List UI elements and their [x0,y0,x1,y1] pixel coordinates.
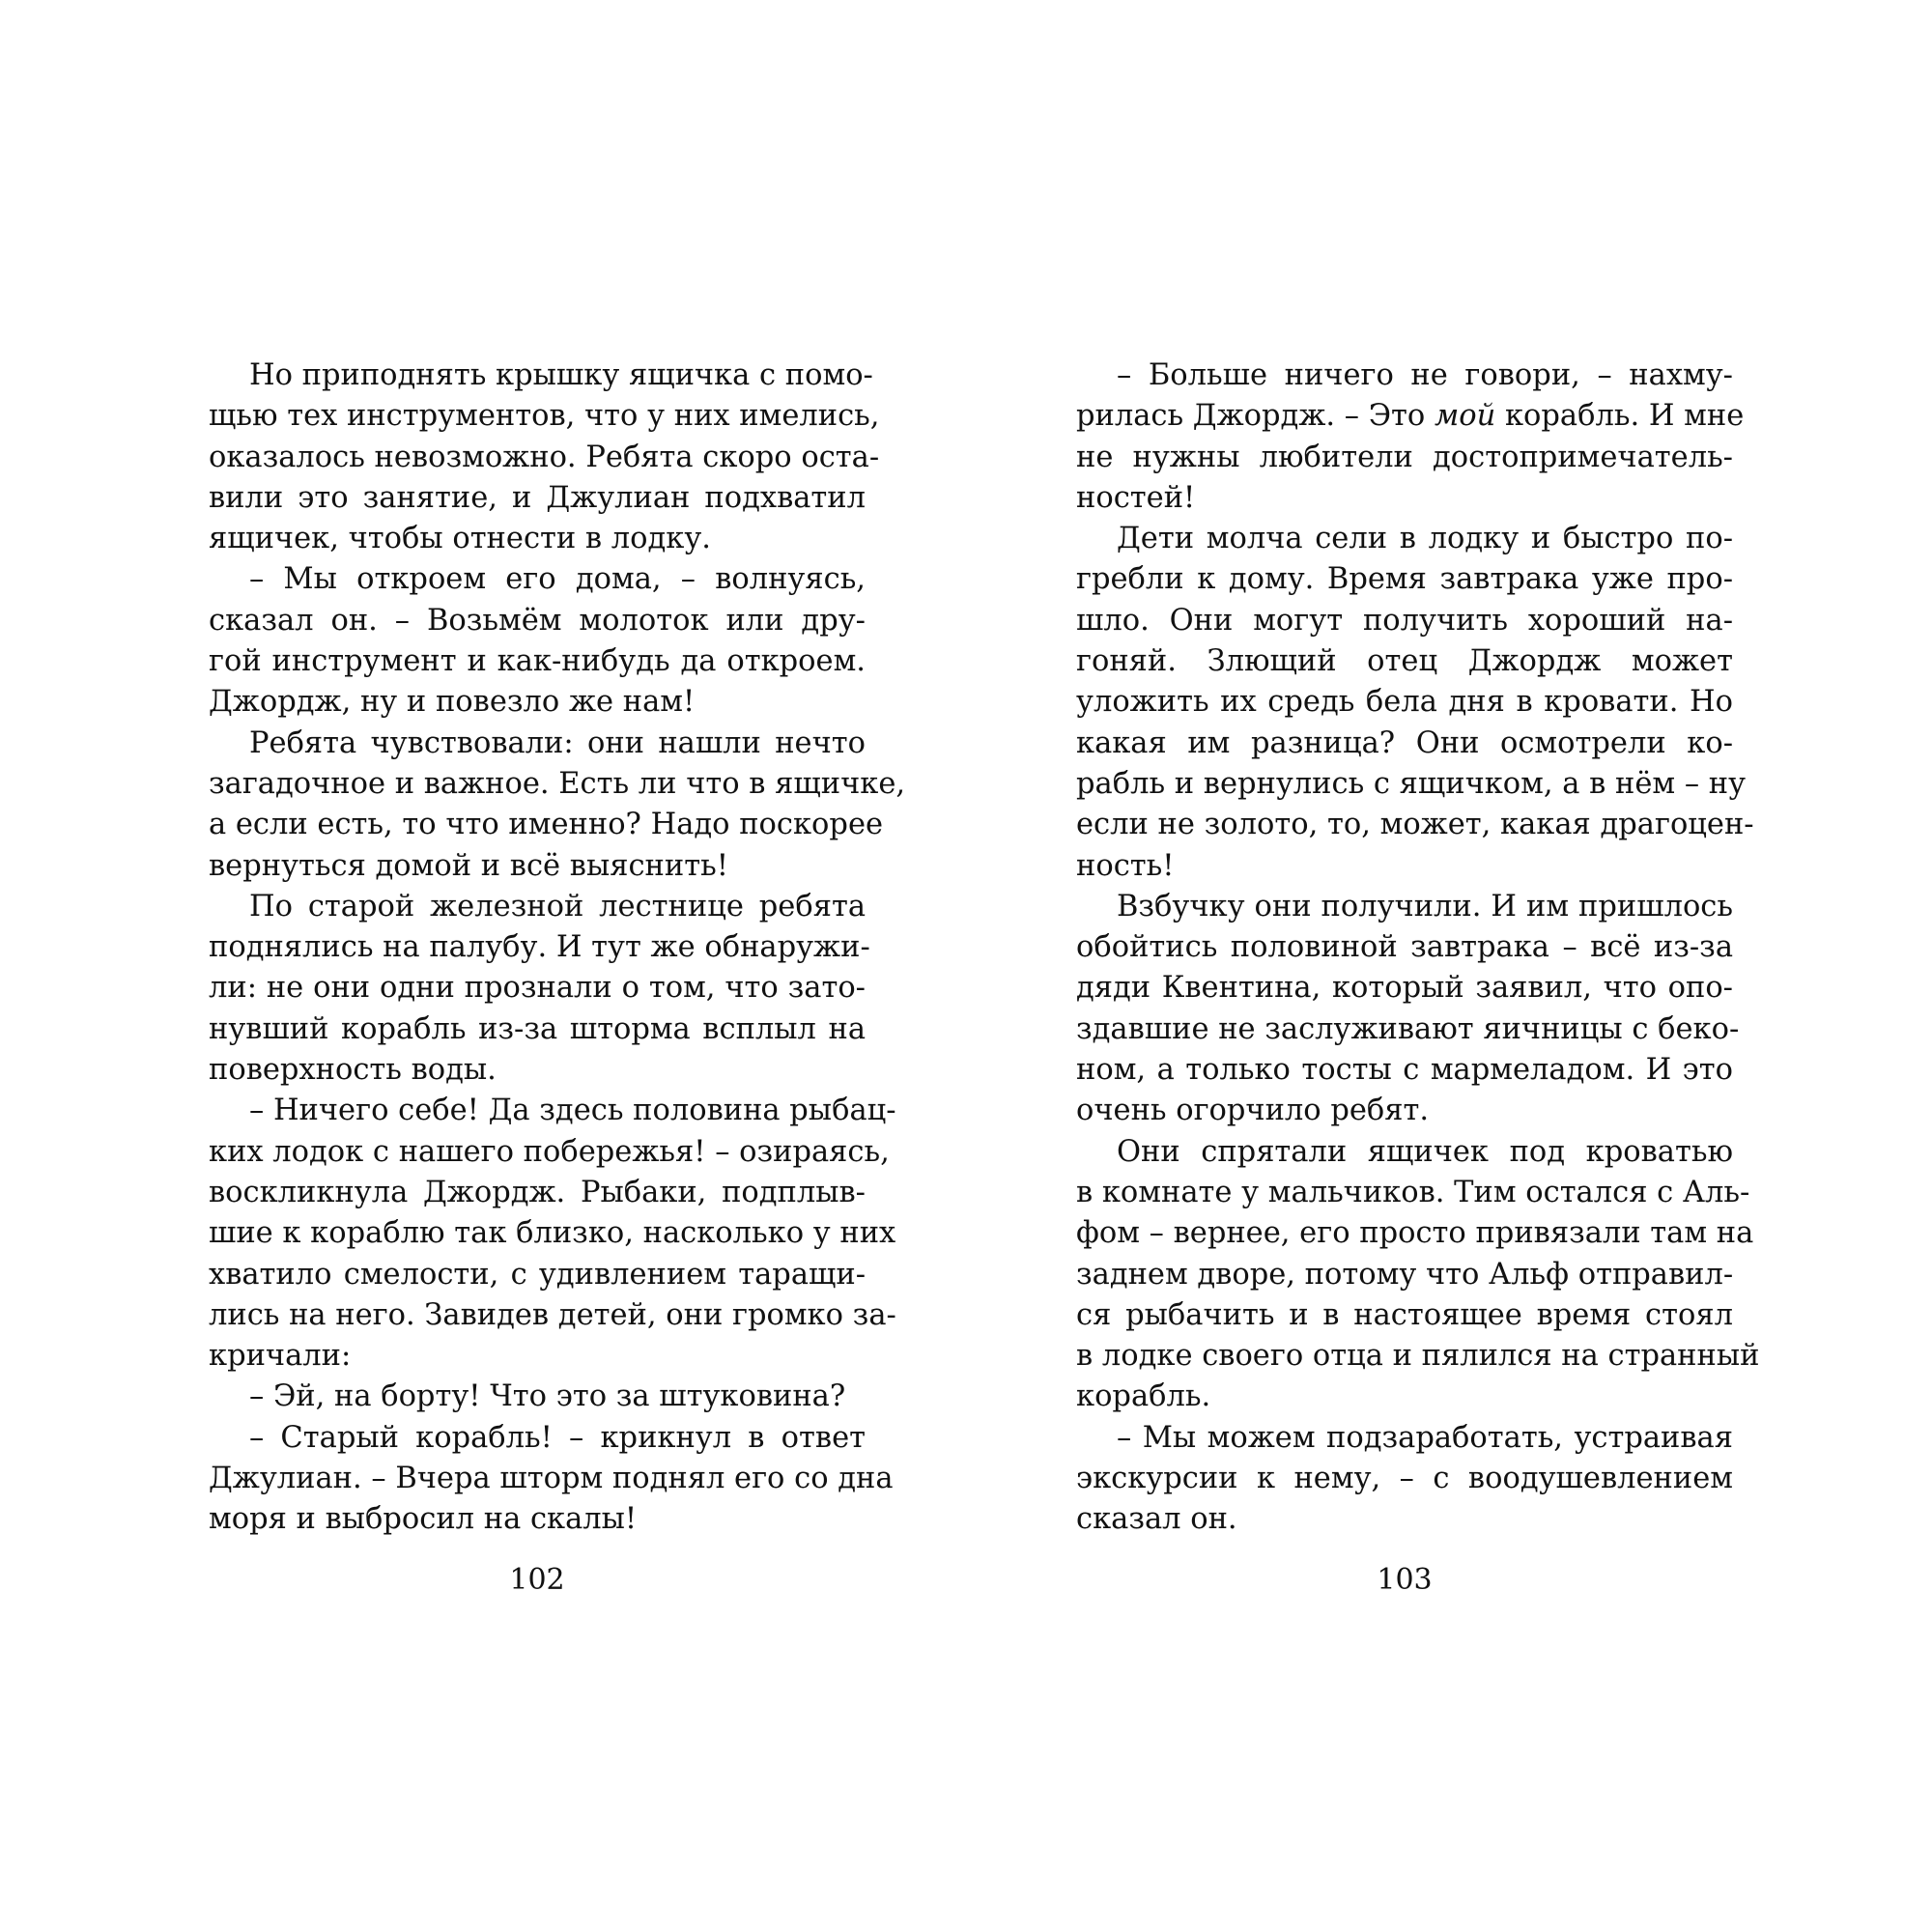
text-line: Взбучку они получили. И им пришлось [1117,889,1733,923]
text-line: Дети молча сели в лодку и быстро по- [1117,522,1733,556]
text-line: вили это занятие, и Джулиан подхватил [209,480,866,515]
text-line: заднем дворе, потому что Альф отправил- [1076,1257,1734,1292]
text-line: – Больше ничего не говори, – нахму- [1117,358,1733,392]
text-line: Они спрятали ящичек под кроватью [1117,1134,1733,1169]
text-line: кричали: [209,1339,352,1374]
text-line: Ребята чувствовали: они нашли нечто [249,725,866,760]
text-line: если не золото, то, может, какая драгоцен- [1076,808,1754,842]
text-line: корабль. [1076,1379,1211,1414]
text-line: рабль и вернулись с ящичком, а в нём – ну [1076,766,1747,801]
text-line: гоняй. Злющий отец Джордж может [1076,644,1733,679]
text-line: – Старый корабль! – крикнул в ответ [249,1420,866,1455]
text-line: – Эй, на борту! Что это за штуковина? [249,1379,846,1414]
text-line: моря и выбросил на скалы! [209,1502,638,1537]
text-line: – Мы откроем его дома, – волнуясь, [249,562,866,597]
text-line: экскурсии к нему, – с воодушевлением [1076,1462,1733,1496]
text-line: шло. Они могут получить хороший на- [1076,603,1733,638]
text-line: в лодке своего отца и пялился на странный [1076,1339,1760,1374]
text-line: какая им разница? Они осмотрели ко- [1076,725,1733,760]
text-line: очень огорчило ребят. [1076,1094,1430,1128]
text-line: Джордж, ну и повезло же нам! [209,685,696,720]
text-line: а если есть, то что именно? Надо поскорее [209,808,884,842]
text-line: вернуться домой и всё выяснить! [209,848,728,883]
page-number-right: 103 [1377,1563,1433,1597]
text-line: шие к кораблю так близко, насколько у них [209,1216,896,1251]
text-line: в комнате у мальчиков. Тим остался с Аль- [1076,1175,1750,1209]
text-line: обойтись половиной завтрака – всё из-за [1076,930,1733,965]
text-line: гой инструмент и как-нибудь да откроем. [209,644,866,679]
text-line: уложить их средь бела дня в кровати. Но [1076,685,1733,720]
text-line: ся рыбачить и в настоящее время стоял [1076,1297,1733,1332]
emphasis-word: мой [1434,399,1496,434]
text-line: оказалось невозможно. Ребята скоро оста- [209,440,880,474]
text-line: сказал он. [1076,1502,1237,1537]
text-line: ностей! [1076,480,1196,515]
right-page-text [1076,355,1760,1541]
text-line: ном, а только тосты с мармеладом. И это [1076,1053,1733,1088]
text-line: нувший корабль из-за шторма всплыл на [209,1011,866,1046]
text-line: воскликнула Джордж. Рыбаки, подплыв- [209,1175,866,1209]
page-number-left: 102 [509,1563,565,1597]
text-line: дяди Квентина, который заявил, что опо- [1076,971,1733,1006]
text-line: поднялись на палубу. И тут же обнаружи- [209,930,870,965]
text-line: Джулиан. – Вчера шторм поднял его со дна [209,1462,894,1496]
text-line: ящичек, чтобы отнести в лодку. [209,522,712,556]
text-line: сказал он. – Возьмём молоток или дру- [209,603,866,638]
text-line: щью тех инструментов, что у них имелись, [209,399,880,434]
text-line: поверхность воды. [209,1053,497,1088]
text-line: загадочное и важное. Есть ли что в ящичке, [209,766,906,801]
text-line: гребли к дому. Время завтрака уже про- [1076,562,1733,597]
text-line: ли: не они одни прознали о том, что зато- [209,971,866,1006]
text-line [1076,396,1745,437]
text-line: Но приподнять крышку ящичка с помо- [249,358,873,392]
text-line: не нужны любители достопримечатель- [1076,440,1733,474]
text-line: По старой железной лестнице ребята [249,889,866,923]
text-line: фом – вернее, его просто привязали там на [1076,1216,1754,1251]
text-fragment: рилась Джордж. – Это [1076,399,1435,434]
text-line: ность! [1076,848,1175,883]
text-line: лись на него. Завидев детей, они громко за- [209,1297,896,1332]
text-line: хватило смелости, с удивлением таращи- [209,1257,866,1292]
text-line: – Мы можем подзаработать, устраивая [1117,1420,1733,1455]
text-line: – Ничего себе! Да здесь половина рыбац- [249,1094,896,1128]
left-page-text [209,355,906,1541]
text-fragment: корабль. И мне [1495,399,1745,434]
text-line: здавшие не заслуживают яичницы с беко- [1076,1011,1740,1046]
text-line: ких лодок с нашего побережья! – озираясь, [209,1134,890,1169]
